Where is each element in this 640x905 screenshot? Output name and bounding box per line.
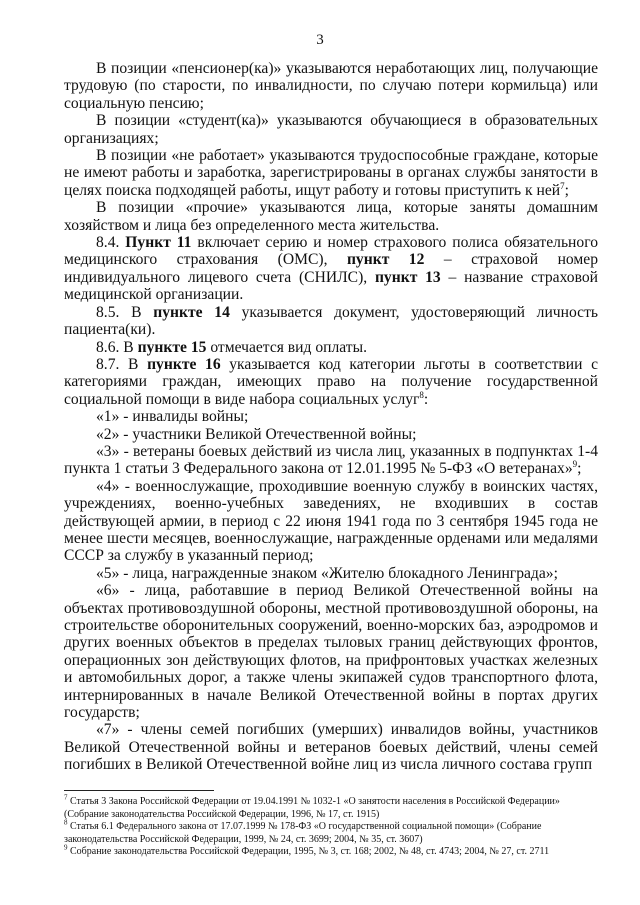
paragraph-pensioner: В позиции «пенсионер(ка)» указываются неработающих лиц, получающие трудовую (по старости, по инвалидности, по случаю потери кормильца) или социальную пенсию;: [64, 60, 598, 112]
footnote-8: $^8$ Статья 6.1 Федерального закона от 17.07.1999 № 178-ФЗ «О государственной социальной помощи» (Собрание законодательства Российской Федерации, 1999, № 24, ст. 3699; 2004, № 35, ст. 3607): [64, 818, 542, 845]
paragraph-8-7: 8.7. В пункте 16 указывается код категории льготы в соответствии с категориями граждан, имеющих право на получение государственной социальной помощи в виде набора социальных услуг$^8$:: [64, 355, 598, 408]
paragraph-other: В позиции «прочие» указываются лица, которые заняты домашним хозяйством и лица без определенного места жительства.: [64, 199, 598, 234]
paragraph-8-4: 8.4. Пункт 11 включает серию и номер страхового полиса обязательного медицинского страхования (ОМС), пункт 12 – страховой номер индивидуального лицевого счета (СНИЛС), пункт 13 – название страховой медицинской организации.: [64, 234, 599, 304]
list-item-4: «4» - военнослужащие, проходившие военную службу в воинских частях, учреждениях, военно-учебных заведениях, не входивших в состав действующей армии, в период с 22 июня 1941 года по 3 сентября 1945 года не менее шести месяцев, военнослужащие, награжденные орденами или медалями СССР за службу в указанный период;: [64, 477, 598, 565]
page-number: 3: [316, 32, 324, 48]
body-text: [64, 60, 598, 774]
footnote-7: $^7$ Статья 3 Закона Российской Федерации от 19.04.1991 № 1032-1 «О занятости населения в Российской Федерации» (Собрание законодательства Российской Федерации, 1996, № 17, ст. 1915): [64, 793, 560, 820]
footnotes: [64, 793, 598, 859]
list-item-5: «5» - лица, награжденные знаком «Жителю блокадного Ленинграда»;: [96, 564, 558, 582]
footnote-ref-8: 8: [419, 389, 424, 400]
list-item-1: «1» - инвалиды войны;: [96, 408, 249, 426]
list-item-2: «2» - участники Великой Отечественной войны;: [96, 425, 417, 443]
paragraph-unemployed: В позиции «не работает» указываются трудоспособные граждане, которые не имеют работы и заработка, зарегистрированы в органах службы занятости в целях поиска подходящей работы, ищут работу и готовы приступить к ней$^7$;: [64, 147, 598, 199]
list-item-7: «7» - члены семей погибших (умерших) инвалидов войны, участников Великой Отечественной войны и ветеранов боевых действий, члены семей погибших в Великой Отечественной войне лиц из числа личного состава групп: [64, 721, 598, 774]
list-item-3: «3» - ветераны боевых действий из числа лиц, указанных в подпунктах 1-4 пункта 1 статьи 3 Федерального закона от 12.01.1995 № 5-ФЗ «О ветеранах»$^9$;: [64, 442, 598, 478]
paragraph-8-6: 8.6. В пункте 15 отмечается вид оплаты.: [96, 338, 367, 356]
footnote-9: $^9$ Собрание законодательства Российской Федерации, 1995, № 3, ст. 168; 2002, № 48, ст. 4743; 2004, № 27, ст. 2711: [64, 843, 550, 857]
list-item-6: «6» - лица, работавшие в период Великой Отечественной войны на объектах противовоздушной обороны, местной противовоздушной обороны, на строительстве оборонительных сооружений, военно-морских баз, аэродромов и других военных объектов в пределах тыловых границ действующих фронтов, операционных зон действующих флотов, на прифронтовых участках железных и автомобильных дорог, а также члены экипажей судов транспортного флота, интернированных в начале Великой Отечественной войны в портах других государств;: [64, 582, 598, 722]
paragraph-student: В позиции «студент(ка)» указываются обучающиеся в образовательных организациях;: [64, 112, 598, 147]
footnote-ref-7: 7: [560, 180, 565, 191]
footnote-ref-9: 9: [572, 459, 578, 470]
footnote-divider: [64, 790, 214, 791]
paragraph-8-5: 8.5. В пункте 14 указывается документ, удостоверяющий личность пациента(ки).: [64, 303, 599, 339]
